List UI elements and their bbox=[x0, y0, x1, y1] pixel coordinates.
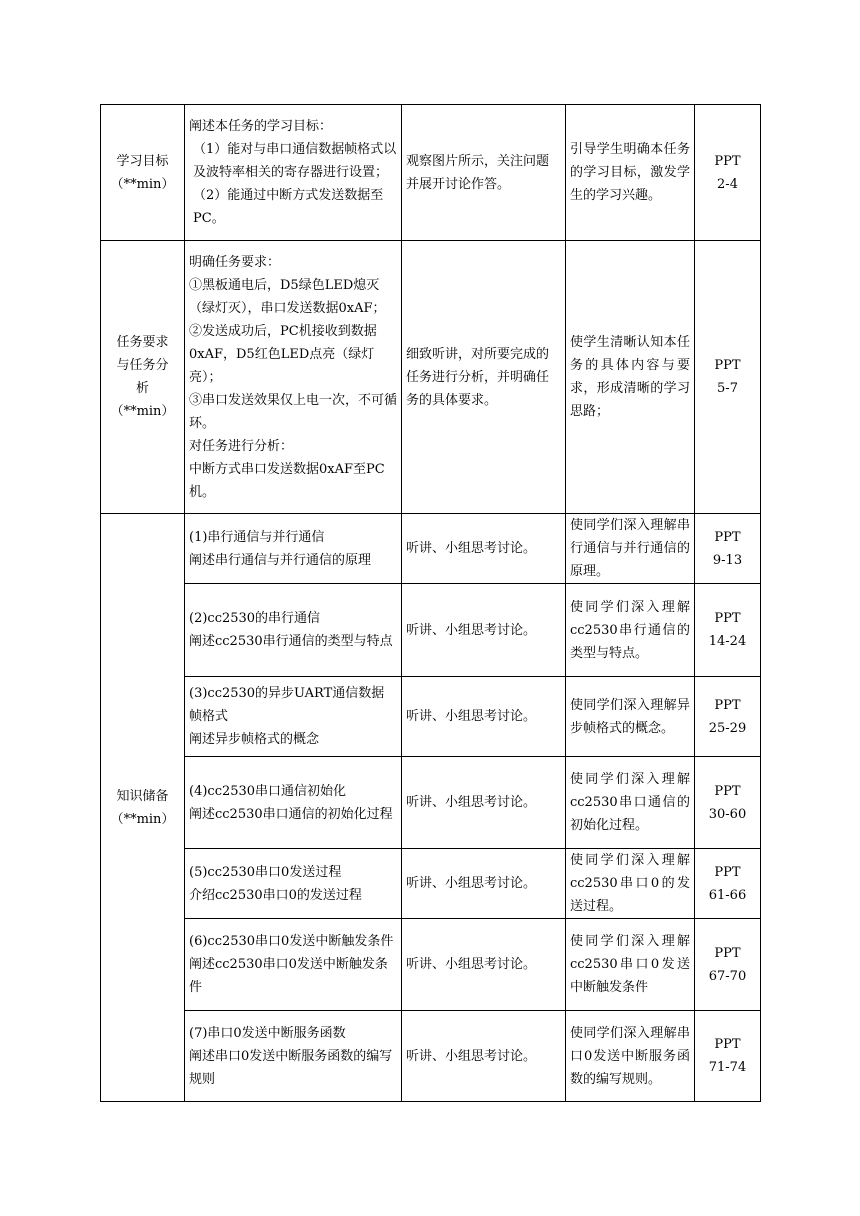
student-activity-cell: 观察图片所示，关注问题并展开讨论作答。 bbox=[402, 105, 566, 241]
lesson-plan-table bbox=[100, 104, 761, 1102]
content-cell: 阐述本任务的学习目标： （1）能对与串口通信数据帧格式以及波特率相关的寄存器进行设置； （2）能通过中断方式发送数据至PC。 bbox=[185, 105, 402, 241]
stage-cell: 知识储备 （**min） bbox=[101, 514, 185, 1102]
design-intent-cell: 使学生清晰认知本任务的具体内容与要求，形成清晰的学习思路； bbox=[566, 241, 695, 514]
ppt-cell: PPT 71-74 bbox=[695, 1011, 761, 1102]
student-activity-cell: 听讲、小组思考讨论。 bbox=[402, 919, 566, 1011]
design-intent-cell: 使同学们深入理解cc2530串口通信的初始化过程。 bbox=[566, 757, 695, 849]
content-cell: (7)串口0发送中断服务函数 阐述串口0发送中断服务函数的编写规则 bbox=[185, 1011, 402, 1102]
ppt-cell: PPT 30-60 bbox=[695, 757, 761, 849]
student-activity-cell: 听讲、小组思考讨论。 bbox=[402, 1011, 566, 1102]
student-activity-cell: 听讲、小组思考讨论。 bbox=[402, 677, 566, 757]
content-cell: 明确任务要求： ①黑板通电后，D5绿色LED熄灭（绿灯灭），串口发送数据0xAF； ②发送成功后，PC机接收到数据0xAF，D5红色LED点亮（绿灯亮）； ③串口发送效果仅上电一次，不可循环。 对任务进行分析： 中断方式串口发送数据0xAF至PC机。 bbox=[185, 241, 402, 514]
stage-cell: 任务要求 与任务分 析 （**min） bbox=[101, 241, 185, 514]
student-activity-cell: 听讲、小组思考讨论。 bbox=[402, 757, 566, 849]
design-intent-cell: 使同学们深入理解cc2530串行通信的类型与特点。 bbox=[566, 584, 695, 677]
content-cell: (5)cc2530串口0发送过程 介绍cc2530串口0的发送过程 bbox=[185, 849, 402, 919]
student-activity-cell: 听讲、小组思考讨论。 bbox=[402, 849, 566, 919]
design-intent-cell: 引导学生明确本任务的学习目标，激发学生的学习兴趣。 bbox=[566, 105, 695, 241]
content-cell: (3)cc2530的异步UART通信数据帧格式 阐述异步帧格式的概念 bbox=[185, 677, 402, 757]
content-cell: (2)cc2530的串行通信 阐述cc2530串行通信的类型与特点 bbox=[185, 584, 402, 677]
ppt-cell: PPT 2-4 bbox=[695, 105, 761, 241]
content-cell: (1)串行通信与并行通信 阐述串行通信与并行通信的原理 bbox=[185, 514, 402, 584]
table-row bbox=[101, 105, 761, 241]
table-row bbox=[101, 849, 761, 919]
table-row bbox=[101, 514, 761, 584]
content-cell: (6)cc2530串口0发送中断触发条件 阐述cc2530串口0发送中断触发条件 bbox=[185, 919, 402, 1011]
ppt-cell: PPT 9-13 bbox=[695, 514, 761, 584]
design-intent-cell: 使同学们深入理解cc2530串口0的发送过程。 bbox=[566, 849, 695, 919]
ppt-cell: PPT 61-66 bbox=[695, 849, 761, 919]
ppt-cell: PPT 25-29 bbox=[695, 677, 761, 757]
student-activity-cell: 听讲、小组思考讨论。 bbox=[402, 514, 566, 584]
table-row bbox=[101, 584, 761, 677]
student-activity-cell: 听讲、小组思考讨论。 bbox=[402, 584, 566, 677]
table-row bbox=[101, 757, 761, 849]
design-intent-cell: 使同学们深入理解异步帧格式的概念。 bbox=[566, 677, 695, 757]
student-activity-cell: 细致听讲，对所要完成的任务进行分析，并明确任务的具体要求。 bbox=[402, 241, 566, 514]
table-row bbox=[101, 677, 761, 757]
content-cell: (4)cc2530串口通信初始化 阐述cc2530串口通信的初始化过程 bbox=[185, 757, 402, 849]
design-intent-cell: 使同学们深入理解串行通信与并行通信的原理。 bbox=[566, 514, 695, 584]
ppt-cell: PPT 5-7 bbox=[695, 241, 761, 514]
ppt-cell: PPT 14-24 bbox=[695, 584, 761, 677]
design-intent-cell: 使同学们深入理解cc2530串口0发送中断触发条件 bbox=[566, 919, 695, 1011]
table-row bbox=[101, 1011, 761, 1102]
stage-cell: 学习目标 （**min） bbox=[101, 105, 185, 241]
ppt-cell: PPT 67-70 bbox=[695, 919, 761, 1011]
design-intent-cell: 使同学们深入理解串口0发送中断服务函数的编写规则。 bbox=[566, 1011, 695, 1102]
table-row bbox=[101, 241, 761, 514]
table-row bbox=[101, 919, 761, 1011]
